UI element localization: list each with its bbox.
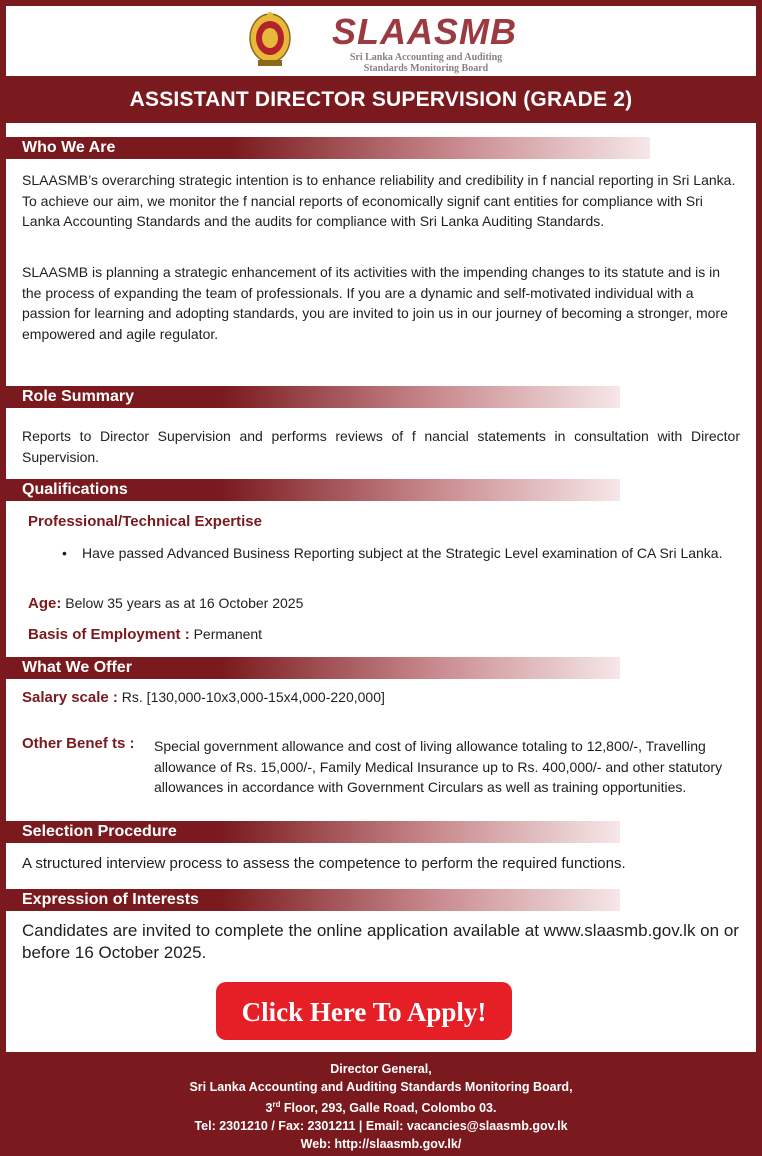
footer-line-1: Director General, (330, 1062, 432, 1076)
footer-line-3 (6, 1096, 756, 1117)
page-title: ASSISTANT DIRECTOR SUPERVISION (GRADE 2) (129, 88, 633, 111)
salary-line (22, 689, 385, 706)
logo-subtitle-line1: Sri Lanka Accounting and Auditing (349, 52, 503, 63)
employment-value: Permanent (193, 626, 263, 642)
expression-text: Candidates are invited to complete the online application available at www.slaasmb.gov.lk on or before 16 October 2025. (22, 921, 739, 962)
header-panel (6, 6, 756, 76)
benefits-label: Other Benef ts : (22, 735, 135, 752)
section-heading-what-we-offer: What We Offer (6, 657, 620, 679)
logo-subtitle (336, 52, 516, 74)
title-bar (6, 78, 756, 122)
selection-text: A structured interview process to assess the competence to perform the required functions. (22, 855, 626, 872)
section-heading-qualifications: Qualifications (6, 479, 620, 501)
who-we-are-paragraph-2: SLAASMB is planning a strategic enhancement of its activities with the impending changes to its statute and is in the process of expanding the team of professionals. If you are a dynamic and self-motivated individual with a passion for learning and adopting standards, you are invited to join us in our journey of becoming a stronger, more empowered and agile regulator. (22, 264, 728, 342)
content-panel (6, 123, 756, 1052)
age-line (28, 595, 303, 612)
qualifications-subheading: Professional/Technical Expertise (28, 513, 262, 530)
footer-address: Floor, 293, Galle Road, Colombo 03. (280, 1101, 497, 1116)
salary-value: Rs. [130,000-10x3,000-15x4,000-220,000] (121, 689, 385, 705)
logo-text: SLAASMB (332, 11, 517, 52)
bullet-icon: • (62, 545, 67, 561)
age-value: Below 35 years as at 16 October 2025 (65, 595, 304, 611)
footer-floor-suffix: rd (272, 1100, 281, 1109)
who-we-are-paragraph-1: SLAASMB’s overarching strategic intention is to enhance reliability and credibility in f nancial reporting in Sri Lanka. To achieve our aim, we monitor the f nancial reports of economically signif cant entities for compliance with Sri Lanka Accounting Standards and the audits for compliance with Sri Lanka Auditing Standards. (22, 172, 736, 229)
footer-line-5[interactable]: Web: http://slaasmb.gov.lk/ (300, 1137, 462, 1152)
apply-button[interactable]: Click Here To Apply! (216, 982, 512, 1040)
qualification-bullet-text: Have passed Advanced Business Reporting subject at the Strategic Level examination of CA Sri Lanka. (82, 545, 723, 561)
section-heading-expression-of-interests: Expression of Interests (6, 889, 620, 911)
employment-label: Basis of Employment : (28, 626, 190, 643)
footer-line-2: Sri Lanka Accounting and Auditing Standards Monitoring Board, (189, 1080, 573, 1094)
section-heading-role-summary: Role Summary (6, 386, 620, 408)
salary-label: Salary scale : (22, 689, 118, 706)
footer-contact (6, 1060, 756, 1153)
section-heading-selection-procedure: Selection Procedure (6, 821, 620, 843)
footer-line-4[interactable]: Tel: 2301210 / Fax: 2301211 | Email: vacancies@slaasmb.gov.lk (194, 1119, 568, 1134)
employment-line (28, 626, 262, 643)
benefits-text: Special government allowance and cost of living allowance totaling to 12,800/-, Travelling allowance of Rs. 15,000/-, Family Medical Insurance up to Rs. 400,000/- and other statutory allowances in accordance with Government Circulars as well as training opportunities. (154, 738, 723, 795)
footer-floor-number: 3 (265, 1101, 273, 1116)
logo-subtitle-line2: Standards Monitoring Board (363, 63, 489, 74)
sri-lanka-emblem-icon (248, 10, 292, 70)
age-label: Age: (28, 595, 62, 612)
section-heading-who-we-are: Who We Are (6, 137, 650, 159)
qualification-bullet (62, 543, 740, 585)
role-summary-text: Reports to Director Supervision and performs reviews of f nancial statements in consultation with Director Supervision. (22, 428, 740, 465)
